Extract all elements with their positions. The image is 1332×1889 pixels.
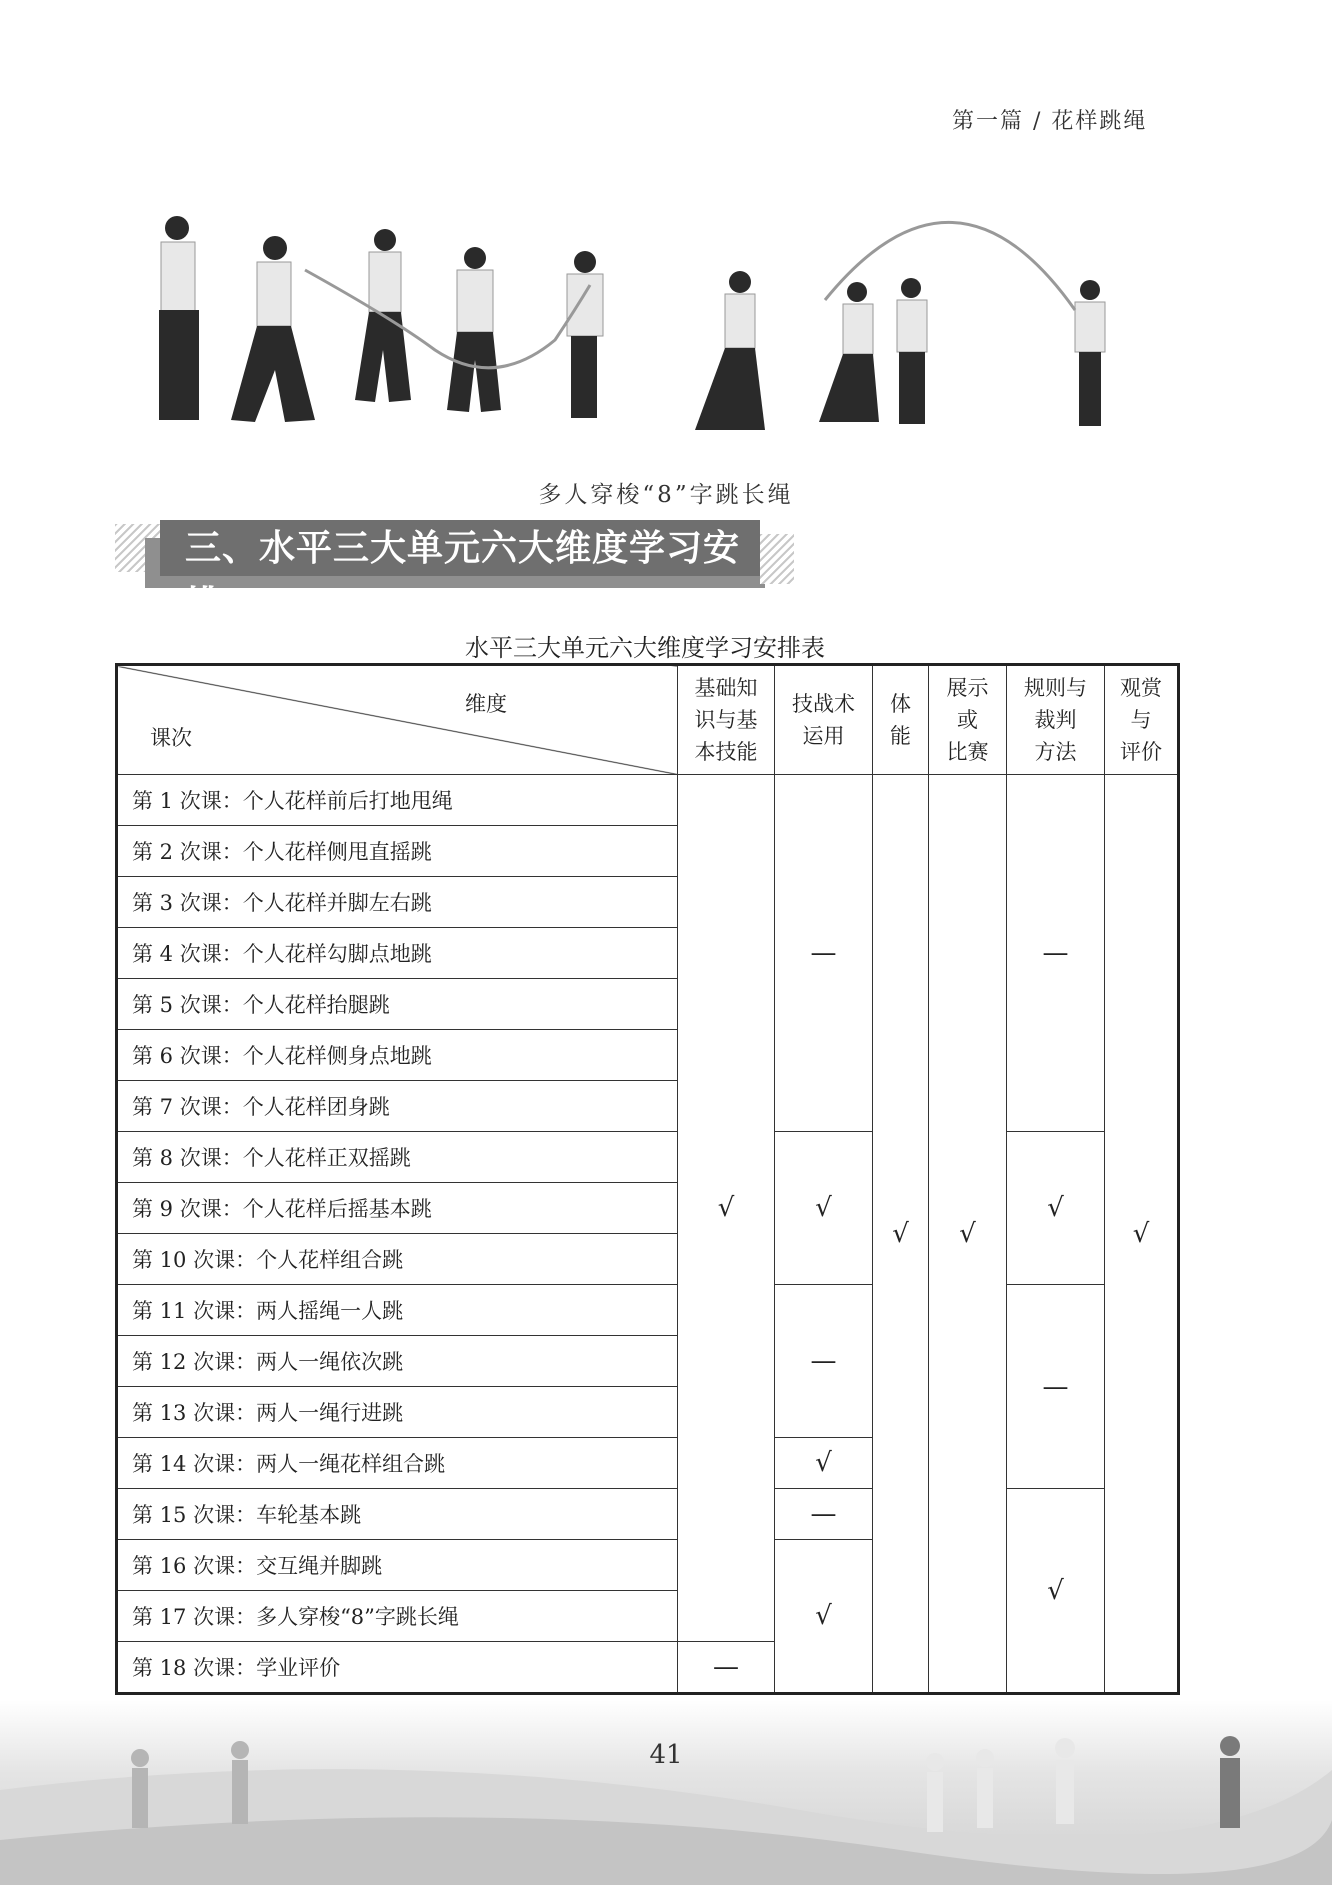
- lesson-cell: 第 17 次课：多人穿梭“8”字跳长绳: [117, 1591, 678, 1642]
- table-header-row: [117, 665, 1179, 775]
- lesson-cell: 第 16 次课：交互绳并脚跳: [117, 1540, 678, 1591]
- tactics-check: √: [775, 1438, 873, 1489]
- tactics-check: √: [775, 1132, 873, 1285]
- appreciation-check: √: [1105, 775, 1179, 1694]
- lesson-cell: 第 4 次课：个人花样勾脚点地跳: [117, 928, 678, 979]
- lesson-cell: 第 2 次课：个人花样侧甩直摇跳: [117, 826, 678, 877]
- figure-8: [897, 278, 927, 424]
- figure-5: [567, 251, 603, 418]
- lesson-cell: 第 9 次课：个人花样后摇基本跳: [117, 1183, 678, 1234]
- page-number: 41: [649, 1740, 683, 1770]
- basic-knowledge-dash: —: [678, 1642, 775, 1694]
- column-header-basic-knowledge: 基础知 识与基 本技能: [678, 665, 775, 775]
- figure-4: [447, 247, 501, 412]
- column-header-tactics: 技战术 运用: [775, 665, 873, 775]
- table-row: [117, 1132, 1179, 1183]
- lesson-cell: 第 3 次课：个人花样并脚左右跳: [117, 877, 678, 928]
- section-banner: [115, 520, 795, 625]
- banner-hatch-right: [760, 534, 794, 584]
- fitness-check: √: [873, 775, 929, 1694]
- running-header: 第一篇 / 花样跳绳: [952, 109, 1148, 134]
- photo-rope-jumping: [135, 200, 1135, 470]
- lesson-cell: 第 13 次课：两人一绳行进跳: [117, 1387, 678, 1438]
- lesson-cell: 第 8 次课：个人花样正双摇跳: [117, 1132, 678, 1183]
- table-row: [117, 1285, 1179, 1336]
- tactics-check: √: [775, 1540, 873, 1694]
- section-title: 三、水平三大单元六大维度学习安排: [160, 520, 760, 576]
- rules-dash: —: [1007, 1285, 1105, 1489]
- lesson-cell: 第 6 次课：个人花样侧身点地跳: [117, 1030, 678, 1081]
- corner-header-cell: [117, 665, 678, 775]
- photo-caption: 多人穿梭“8”字跳长绳: [538, 482, 794, 508]
- column-header-rules: 规则与 裁判 方法: [1007, 665, 1105, 775]
- figure-1: [159, 216, 199, 420]
- lesson-cell: 第 11 次课：两人摇绳一人跳: [117, 1285, 678, 1336]
- lesson-cell: 第 14 次课：两人一绳花样组合跳: [117, 1438, 678, 1489]
- corner-dimension-label: 维度: [465, 692, 507, 716]
- lesson-cell: 第 1 次课：个人花样前后打地甩绳: [117, 775, 678, 826]
- figure-9: [1075, 280, 1105, 426]
- lesson-cell: 第 15 次课：车轮基本跳: [117, 1489, 678, 1540]
- column-header-display: 展示 或 比赛: [929, 665, 1007, 775]
- figure-6: [695, 271, 765, 430]
- lesson-cell: 第 12 次课：两人一绳依次跳: [117, 1336, 678, 1387]
- lesson-cell: 第 5 次课：个人花样抬腿跳: [117, 979, 678, 1030]
- tactics-dash: —: [775, 775, 873, 1132]
- tactics-dash: —: [775, 1489, 873, 1540]
- basic-knowledge-check: √: [678, 775, 775, 1642]
- column-header-fitness: 体 能: [873, 665, 929, 775]
- corner-lesson-label: 课次: [150, 726, 192, 750]
- rules-check: √: [1007, 1132, 1105, 1285]
- display-check: √: [929, 775, 1007, 1694]
- lesson-cell: 第 7 次课：个人花样团身跳: [117, 1081, 678, 1132]
- lesson-cell: 第 18 次课：学业评价: [117, 1642, 678, 1694]
- rules-dash: —: [1007, 775, 1105, 1132]
- table-row: [117, 775, 1179, 826]
- table-title: 水平三大单元六大维度学习安排表: [465, 634, 825, 662]
- schedule-table: [115, 663, 1180, 1695]
- figure-7: [819, 282, 879, 422]
- table-row: [117, 1489, 1179, 1540]
- figure-2: [231, 236, 315, 422]
- rules-check: √: [1007, 1489, 1105, 1694]
- tactics-dash: —: [775, 1285, 873, 1438]
- column-header-appreciation: 观赏 与 评价: [1105, 665, 1179, 775]
- lesson-cell: 第 10 次课：个人花样组合跳: [117, 1234, 678, 1285]
- footer-decoration: [0, 1700, 1332, 1885]
